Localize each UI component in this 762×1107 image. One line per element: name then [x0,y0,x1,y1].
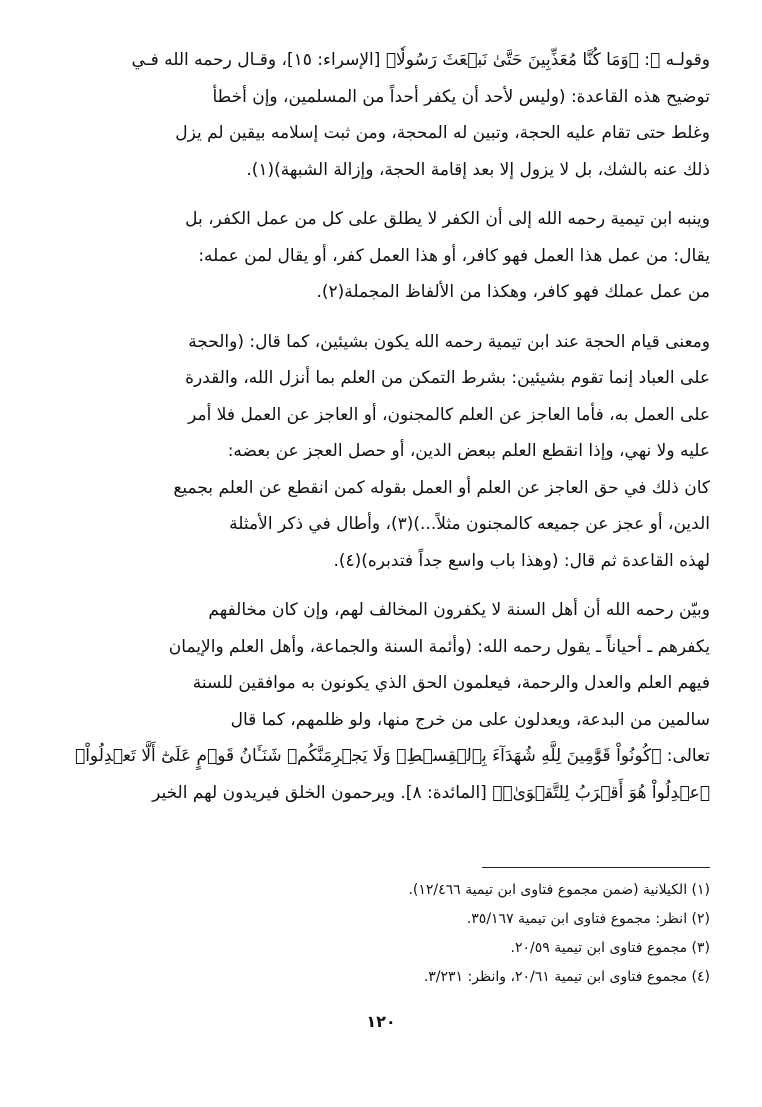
text-line: وينبه ابن تيمية رحمه الله إلى أن الكفر لا يطلق على كل من عمل الكفر، بل [185,209,710,229]
text-line: يقال: من عمل هذا العمل فهو كافر، أو هذا العمل كفر، أو يقال لمن عمله: [198,245,710,266]
footnote-1: (١) الكيلانية (ضمن مجموع فتاوى ابن تيمية ١٢/٤٦٦). [408,882,710,898]
page-body [70,42,710,824]
text-line: على العباد إنما تقوم بشيئين: بشرط التمكن من العلم بما أنزل الله، والقدرة [185,368,710,388]
footnotes [70,876,710,992]
text-line: وقولـه ﷺ: ﴿وَمَا كُنَّا مُعَذِّبِينَ حَتَّىٰ نَبۡعَثَ رَسُولٗا﴾ [الإسراء: ١٥]، وقـال رحمه الله فـي [131,50,710,70]
text-line: توضيح هذه القاعدة: (وليس لأحد أن يكفر أحداً من المسلمين، وإن أخطأ [212,86,710,107]
footnote-4: (٤) مجموع فتاوى ابن تيمية ٢٠/٦١، وانظر: ٣/٢٣١. [423,969,710,985]
paragraph-3 [70,324,710,580]
paragraph-1 [70,42,710,188]
text-line: ذلك عنه بالشك، بل لا يزول إلا بعد إقامة الحجة، وإزالة الشبهة)(١). [246,159,710,180]
text-line: يكفرهم ـ أحياناً ـ يقول رحمه الله: (وأئمة السنة والجماعة، وأهل العلم والإيمان [168,636,710,657]
text-line: وغلط حتى تقام عليه الحجة، وتبين له المحجة، ومن ثبت إسلامه بيقين لم يزل [175,123,710,143]
paragraph-4 [70,592,710,811]
text-line: ٱعۡدِلُواْ هُوَ أَقۡرَبُ لِلتَّقۡوَىٰۖ﴾ [المائدة: ٨]. ويرحمون الخلق فيريدون لهم الخير [152,782,710,803]
text-line: وبيّن رحمه الله أن أهل السنة لا يكفرون المخالف لهم، وإن كان مخالفهم [208,600,710,620]
footnote-separator [482,867,710,868]
text-line: سالمين من البدعة، ويعدلون على من خرج منها، ولو ظلمهم، كما قال [230,709,710,730]
text-line: ومعنى قيام الحجة عند ابن تيمية رحمه الله يكون بشيئين، كما قال: (والحجة [188,331,710,352]
paragraph-2 [70,201,710,311]
footnote-2: (٢) انظر: مجموع فتاوى ابن تيمية ٣٥/١٦٧. [466,911,710,927]
text-line: على العمل به، فأما العاجز عن العلم كالمجنون، أو العاجز عن العمل فلا أمر [188,404,710,425]
text-line: الدين، أو عجز عن جميعه كالمجنون مثلاً...)(٣)، وأطال في ذكر الأمثلة [229,514,710,534]
text-line: من عمل عملك فهو كافر، وهكذا من الألفاظ المجملة(٢). [316,282,710,302]
text-line: كان ذلك في حق العاجز عن العلم أو العمل بقوله كمن انقطع عن العلم بجميع [173,477,710,498]
text-line: فيهم العلم والعدل والرحمة، فيعلمون الحق الذي يكونون به موافقين للسنة [192,673,710,693]
text-line: عليه ولا نهي، وإذا انقطع العلم ببعض الدين، أو حصل العجز عن بعضه: [227,441,710,461]
text-line: تعالى: ﴿كُونُواْ قَوَّٰمِينَ لِلَّهِ شُهَدَآءَ بِٱلۡقِسۡطِۖ وَلَا يَجۡرِمَنَّكُمۡ شَنَـَٔانُ قَوۡمٍ عَلَىٰٓ أَلَّا تَعۡدِلُواْۚ [75,746,710,766]
footnote-3: (٣) مجموع فتاوى ابن تيمية ٢٠/٥٩. [510,940,710,956]
text-line: لهذه القاعدة ثم قال: (وهذا باب واسع جداً فتدبره)(٤). [333,550,710,571]
page-number: ١٢٠ [366,1012,396,1031]
